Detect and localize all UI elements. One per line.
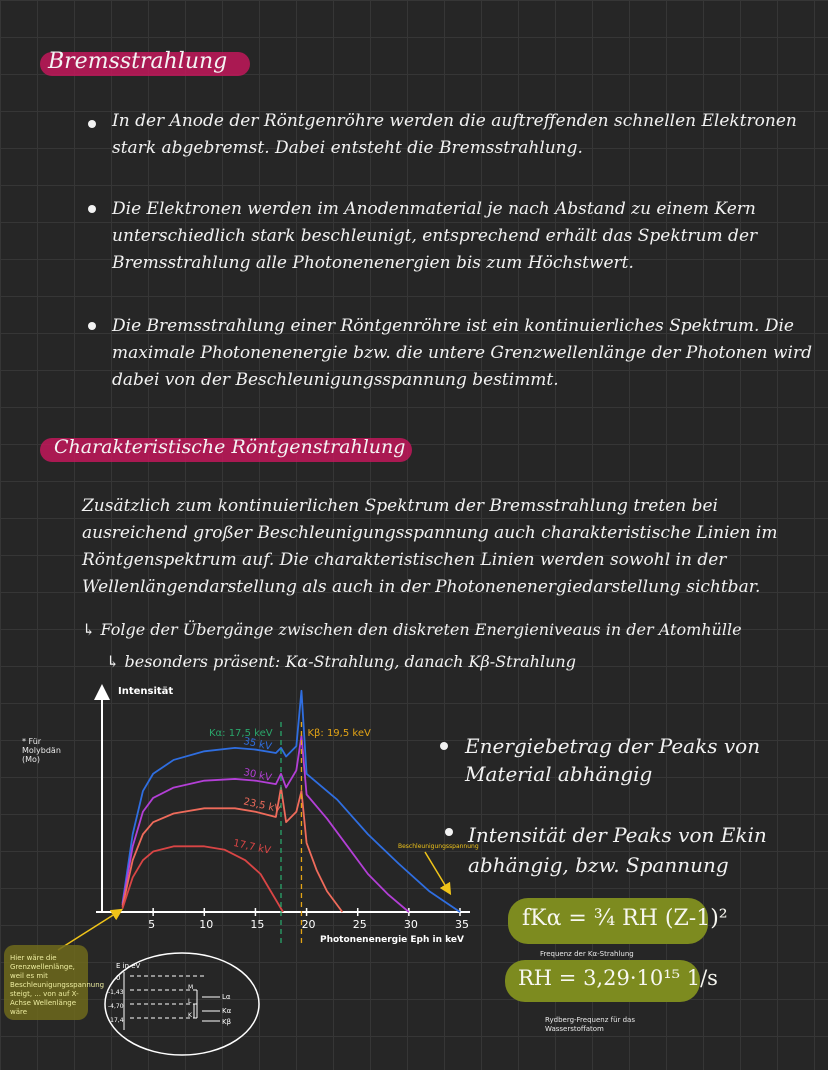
formula-rydberg: RH = 3,29·10¹⁵ 1/s <box>518 966 718 990</box>
annotation-arrow <box>425 852 448 890</box>
series-line <box>122 736 408 912</box>
bullet-text: Die Elektronen werden im Anodenmaterial je nach Abstand zu einem Kern unterschiedlich stark beschleunigt, entsprechend erhält das Spektrum der Bremsstrahlung alle Photonenenergien bis zum Höchstwert. <box>112 199 758 273</box>
peak-marker-label: Kβ: 19,5 keV <box>307 728 371 739</box>
formula-rydberg-caption: Rydberg-Frequenz für das Wasserstoffatom <box>545 1016 635 1033</box>
series-label: 17,7 kV <box>232 837 272 857</box>
bullet-dot <box>445 828 453 836</box>
bullet-text: In der Anode der Röntgenröhre werden die auftreffenden schnellen Elektronen stark abgebremst. Dabei entsteht die Bremsstrahlung. <box>112 111 797 158</box>
energy-level-diagram <box>102 950 262 1060</box>
bullet-dot <box>440 742 448 750</box>
series-label: 23,5 kV <box>242 796 282 816</box>
level-value: -17,4 <box>108 1017 124 1024</box>
transition-label: Lα <box>222 993 231 1001</box>
x-tick-label: 25 <box>352 918 367 931</box>
section-title-characteristic: Charakteristische Röntgenstrahlung <box>54 436 406 458</box>
y-axis-label: Intensität <box>118 686 174 697</box>
transition-label: Kα <box>222 1007 232 1015</box>
shell-label: M <box>188 984 194 991</box>
series-label: 35 kV <box>242 736 273 753</box>
chart-annotation: Beschleunigungsspannung <box>398 843 479 850</box>
arrow-line-1: ↳ Folge der Übergänge zwischen den diskreten Energieniveaus in der Atomhülle <box>82 620 742 639</box>
x-tick-label: 10 <box>199 918 214 931</box>
x-axis-label: Photonenenergie Eph in keV <box>320 935 464 945</box>
molybdenum-note: * Für Molybdän (Mo) <box>22 737 61 764</box>
x-tick-label: 5 <box>148 918 156 931</box>
peak-marker-label: Kα: 17,5 keV <box>209 728 273 739</box>
level-axis-label: E in eV <box>116 962 141 970</box>
note-point-1: Energiebetrag der Peaks von Material abhängig <box>465 734 761 786</box>
level-value: -1,43 <box>108 989 124 996</box>
transition-label: Kβ <box>222 1018 232 1026</box>
level-value: -4,70 <box>108 1003 124 1010</box>
level-value: 0 <box>116 974 121 982</box>
shell-label: K <box>188 1012 192 1019</box>
formula-frequency-caption: Frequenz der Kα-Strahlung <box>540 950 634 958</box>
x-tick-label: 15 <box>250 918 265 931</box>
x-tick-label: 30 <box>403 918 418 931</box>
bullet-text: Die Bremsstrahlung einer Röntgenröhre ist ein kontinuierliches Spektrum. Die maximale Photonenenergie bzw. die untere Grenzwellenlänge der Photonen wird dabei von der Beschleunigungsspannung bestimmt. <box>112 316 812 390</box>
section-title-bremsstrahlung: Bremsstrahlung <box>48 49 228 74</box>
formula-frequency: fKα = ¾ RH (Z-1)² <box>522 906 728 931</box>
shell-label: L <box>188 998 192 1005</box>
series-line <box>122 846 283 912</box>
arrow-line-2: ↳ besonders präsent: Kα-Strahlung, danach Kβ-Strahlung <box>106 652 576 671</box>
note-point-2: Intensität der Peaks von Ekin abhängig, bzw. Spannung <box>468 823 767 877</box>
characteristic-paragraph: Zusätzlich zum kontinuierlichen Spektrum der Bremsstrahlung treten bei ausreichend großer Beschleunigungsspannung auch charakteristische Linien im Röntgenspektrum auf. Die charakteristischen Linien werden sowohl in der Wellenlängendarstellung als auch in der Photonenenergiedarstellung sichtbar. <box>82 496 778 597</box>
x-tick-label: 20 <box>301 918 316 931</box>
hint-note-text: Hier wäre die Grenzwellenlänge, weil es mit Beschleunigungsspannung steigt, ... von auf X-Achse Wellenlänge wäre <box>10 954 105 1016</box>
series-line <box>122 788 342 912</box>
series-line <box>122 691 460 912</box>
x-tick-label: 35 <box>455 918 469 931</box>
series-label: 30 kV <box>242 767 273 784</box>
